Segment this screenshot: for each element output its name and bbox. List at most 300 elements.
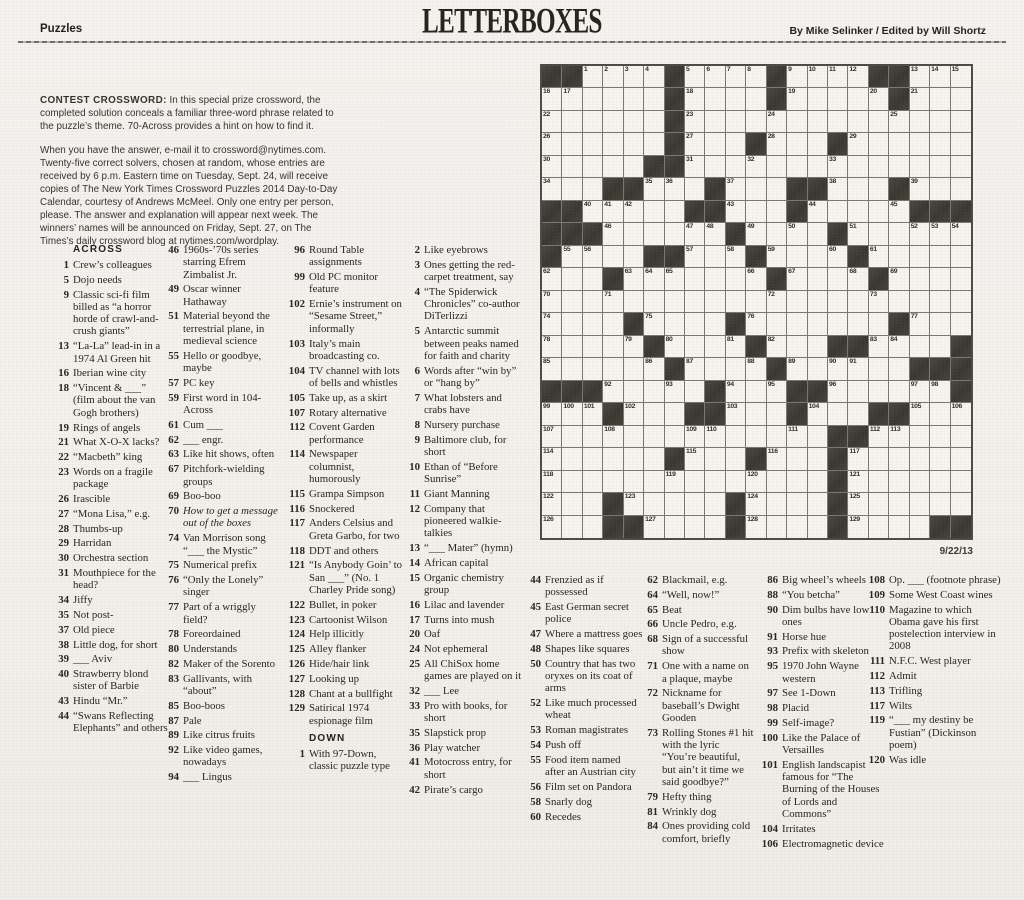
clue-text: ___ Lee: [424, 685, 460, 697]
clue-text: “Vincent & ___” (film about the van Gogh brothers): [73, 382, 156, 419]
clue-number: 94: [168, 771, 179, 784]
clue-number: 106: [761, 837, 778, 850]
clue-text: ___ Lingus: [183, 771, 232, 784]
black-square: [808, 178, 828, 200]
black-square: [746, 246, 766, 268]
clue-text: Hide/hair link: [309, 657, 370, 670]
grid-cell: [848, 223, 868, 245]
grid-cell: [808, 66, 828, 88]
grid-cell: [787, 246, 807, 268]
across-clue-62: [166, 434, 280, 446]
down-clue-10: [406, 461, 522, 486]
grid-cell: [542, 313, 562, 335]
grid-cell: [828, 111, 848, 133]
grid-cell: [930, 381, 950, 403]
grid-cell: [583, 133, 603, 155]
down-clue-66: [643, 618, 756, 630]
puzzle-date: 9/22/13: [939, 546, 973, 557]
grid-cell-number: 12: [849, 66, 857, 73]
black-square: [644, 336, 664, 358]
grid-cell-number: 50: [788, 223, 796, 231]
grid-cell: [726, 291, 746, 313]
grid-cell: [542, 403, 562, 425]
clue-text: Like eyebrows: [424, 244, 488, 256]
clue-text: Hefty thing: [662, 790, 712, 803]
grid-cell: [889, 133, 909, 155]
grid-cell-number: 46: [604, 223, 612, 231]
grid-cell: [705, 246, 725, 268]
across-clue-43: [56, 695, 168, 707]
grid-cell: [910, 178, 930, 200]
black-square: [624, 178, 644, 200]
clue-number: 49: [168, 283, 179, 296]
grid-cell: [583, 156, 603, 178]
clue-text: Op. ___ (footnote phrase): [889, 574, 1001, 586]
grid-cell: [644, 88, 664, 110]
grid-cell: [828, 246, 848, 268]
clue-text: Orchestra section: [73, 552, 149, 565]
clue-text: Recedes: [545, 810, 581, 823]
black-square: [603, 403, 623, 425]
grid-cell: [848, 358, 868, 380]
clue-number: 9: [414, 433, 420, 446]
clue-number: 88: [767, 588, 778, 601]
grid-cell: [562, 358, 582, 380]
grid-cell: [624, 448, 644, 470]
grid-cell: [685, 381, 705, 403]
black-square: [583, 223, 603, 245]
clue-number: 4: [414, 285, 420, 298]
across-clue-18: [56, 382, 168, 419]
across-clue-46: [166, 244, 280, 281]
across-clue-104: [286, 365, 404, 390]
clue-number: 125: [288, 643, 305, 656]
grid-cell-number: 2: [604, 66, 608, 73]
clue-text: “La-La” lead-in in a 1974 Al Green hit: [73, 340, 161, 365]
grid-cell-number: 18: [686, 88, 693, 96]
grid-cell: [910, 381, 930, 403]
grid-cell: [869, 358, 889, 380]
black-square: [562, 201, 582, 223]
across-clue-117: [286, 517, 404, 542]
grid-cell: [603, 133, 623, 155]
grid-cell-number: 22: [543, 110, 550, 118]
clue-number: 6: [414, 364, 420, 377]
down-clue-58: [527, 796, 643, 808]
grid-cell-number: 95: [767, 380, 775, 388]
grid-cell-number: 97: [910, 380, 918, 388]
grid-cell: [910, 88, 930, 110]
clue-number: 19: [58, 421, 69, 434]
black-square: [726, 313, 746, 335]
grid-cell: [665, 403, 685, 425]
grid-cell: [869, 201, 889, 223]
grid-cell: [869, 426, 889, 448]
grid-cell: [665, 313, 685, 335]
grid-cell-number: 80: [665, 335, 673, 343]
grid-cell: [848, 156, 868, 178]
grid-cell: [603, 66, 623, 88]
grid-cell-number: 57: [686, 245, 693, 253]
black-square: [665, 358, 685, 380]
clue-text: Cum ___: [183, 418, 223, 431]
black-square: [910, 358, 930, 380]
grid-cell: [705, 88, 725, 110]
clue-number: 54: [530, 739, 541, 752]
black-square: [665, 156, 685, 178]
clue-text: Pro with books, for short: [424, 699, 508, 725]
clue-text: Mouthpiece for the head?: [73, 567, 156, 592]
clue-text: Antarctic summit between peaks named for faith and charity: [424, 325, 519, 362]
clue-text: Boo-boo: [183, 490, 221, 503]
clue-text: Like video games, nowadays: [183, 744, 263, 769]
black-square: [767, 268, 787, 290]
clue-number: 93: [767, 645, 778, 658]
down-clue-33: [406, 700, 522, 725]
clue-text: “___ my destiny be Fustian” (Dickinson poem): [889, 714, 977, 752]
down-clue-3: [406, 259, 522, 284]
grid-cell: [665, 381, 685, 403]
clue-number: 63: [168, 448, 179, 461]
grid-cell: [869, 178, 889, 200]
grid-cell-number: 72: [767, 290, 775, 298]
clue-number: 62: [168, 433, 179, 446]
grid-cell: [624, 201, 644, 223]
clue-number: 114: [289, 448, 305, 461]
clue-text: ___ Aviv: [73, 653, 113, 666]
clue-number: 52: [530, 697, 541, 710]
black-square: [848, 426, 868, 448]
across-clue-115: [286, 488, 404, 500]
clue-text: Like hit shows, often: [183, 448, 275, 461]
clue-number: 89: [168, 729, 179, 742]
grid-cell: [930, 178, 950, 200]
grid-cell: [665, 516, 685, 538]
grid-cell-number: 113: [890, 425, 901, 433]
grid-cell: [624, 88, 644, 110]
clue-text: Frenzied as if possessed: [545, 574, 604, 599]
grid-cell: [726, 358, 746, 380]
grid-cell: [583, 471, 603, 493]
black-square: [562, 66, 582, 88]
grid-cell: [705, 223, 725, 245]
down-clue-24: [406, 643, 522, 655]
down-clue-56: [527, 781, 643, 793]
clue-number: 91: [767, 630, 778, 643]
grid-cell: [808, 403, 828, 425]
clue-text: Help illicitly: [309, 628, 364, 641]
grid-cell-number: 10: [808, 66, 816, 73]
clue-number: 95: [767, 660, 778, 673]
grid-cell: [951, 246, 971, 268]
down-clue-16: [406, 599, 522, 611]
clue-text: Uncle Pedro, e.g.: [662, 618, 737, 631]
grid-cell-number: 78: [543, 335, 550, 343]
clue-number: 79: [647, 790, 658, 803]
grid-cell: [848, 111, 868, 133]
grid-cell: [583, 516, 603, 538]
grid-cell: [624, 291, 644, 313]
across-clue-124: [286, 628, 404, 640]
clue-number: 44: [530, 574, 541, 586]
clue-number: 16: [58, 367, 69, 380]
grid-cell: [869, 133, 889, 155]
grid-cell: [705, 336, 725, 358]
grid-cell-number: 90: [829, 358, 836, 366]
grid-cell: [746, 223, 766, 245]
grid-cell: [767, 246, 787, 268]
grid-cell: [767, 133, 787, 155]
grid-cell-number: 4: [645, 66, 649, 73]
grid-cell: [665, 291, 685, 313]
grid-cell: [808, 223, 828, 245]
grid-cell-number: 104: [808, 403, 820, 411]
clue-number: 69: [168, 490, 179, 503]
grid-cell-number: 49: [747, 223, 755, 231]
down-clue-35: [406, 727, 522, 739]
clue-number: 15: [409, 571, 420, 584]
grid-cell: [542, 336, 562, 358]
clue-number: 24: [409, 643, 420, 656]
grid-cell: [746, 426, 766, 448]
grid-cell: [951, 268, 971, 290]
grid-cell: [828, 291, 848, 313]
grid-cell: [889, 223, 909, 245]
grid-cell: [746, 88, 766, 110]
grid-cell-number: 93: [665, 380, 673, 388]
grid-cell: [848, 313, 868, 335]
grid-cell: [889, 201, 909, 223]
clue-text: African capital: [424, 556, 489, 569]
grid-cell-number: 61: [869, 245, 877, 253]
clue-text: 1960s-’70s series starring Efrem Zimbalist Jr.: [183, 244, 259, 281]
across-clue-21: [56, 436, 168, 448]
clue-text: Lilac and lavender: [424, 598, 505, 611]
grid-cell: [746, 516, 766, 538]
grid-cell: [787, 111, 807, 133]
across-clue-112: [286, 421, 404, 446]
grid-cell: [705, 493, 725, 515]
clue-text: Like citrus fruits: [183, 729, 255, 742]
clue-number: 105: [288, 391, 305, 404]
grid-cell: [808, 426, 828, 448]
black-square: [930, 358, 950, 380]
grid-cell-number: 63: [624, 268, 632, 276]
grid-cell: [828, 156, 848, 178]
down-clue-48: [527, 643, 643, 655]
grid-cell: [808, 201, 828, 223]
grid-cell-number: 109: [686, 425, 697, 433]
across-clue-87: [166, 715, 280, 727]
grid-cell: [583, 246, 603, 268]
grid-cell: [624, 268, 644, 290]
grid-cell: [705, 111, 725, 133]
grid-cell: [644, 313, 664, 335]
grid-cell: [685, 133, 705, 155]
down-clue-50: [527, 658, 643, 695]
grid-cell: [889, 291, 909, 313]
black-square: [808, 381, 828, 403]
grid-cell: [848, 268, 868, 290]
down-clue-6: [406, 365, 522, 390]
grid-cell: [951, 88, 971, 110]
clue-number: 57: [168, 376, 179, 389]
grid-cell-number: 88: [747, 358, 755, 366]
grid-cell: [624, 336, 644, 358]
grid-cell-number: 11: [829, 66, 836, 73]
grid-cell: [542, 516, 562, 538]
grid-cell-number: 41: [604, 200, 612, 208]
grid-cell: [603, 471, 623, 493]
across-clue-128: [286, 688, 404, 700]
clue-number: 23: [58, 465, 69, 478]
down-clue-2: [406, 244, 522, 256]
grid-cell: [705, 358, 725, 380]
clue-text: Iberian wine city: [73, 367, 147, 380]
grid-cell-number: 60: [829, 245, 836, 253]
clue-number: 96: [294, 244, 305, 256]
clue-number: 120: [868, 753, 885, 766]
black-square: [848, 336, 868, 358]
grid-cell: [767, 223, 787, 245]
clue-number: 87: [168, 714, 179, 727]
grid-cell: [624, 111, 644, 133]
clue-number: 30: [58, 552, 69, 565]
grid-cell-number: 65: [665, 268, 673, 276]
grid-cell-number: 15: [951, 66, 959, 73]
grid-cell-number: 123: [624, 493, 636, 501]
grid-cell-number: 82: [767, 335, 775, 343]
grid-cell: [644, 201, 664, 223]
clue-text: Ones getting the red-carpet treatment, say: [424, 258, 515, 284]
grid-cell: [930, 471, 950, 493]
grid-cell: [869, 313, 889, 335]
clue-text: Strawberry blond sister of Barbie: [73, 668, 149, 693]
grid-cell: [848, 381, 868, 403]
down-clue-120: [861, 754, 1005, 766]
clue-text: Classic sci-fi film billed as “a horror horde of crawl-and-crush giants”: [73, 288, 159, 338]
grid-cell: [583, 111, 603, 133]
clue-number: 110: [869, 603, 885, 616]
grid-cell-number: 30: [543, 155, 550, 163]
grid-cell: [930, 426, 950, 448]
clue-number: 99: [294, 271, 305, 284]
across-clue-44: [56, 710, 168, 735]
grid-cell-number: 42: [624, 200, 632, 208]
grid-cell: [726, 471, 746, 493]
across-clue-114: [286, 448, 404, 485]
clue-number: 123: [288, 613, 305, 626]
down-clue-45: [527, 601, 643, 626]
grid-cell: [562, 493, 582, 515]
grid-cell: [767, 178, 787, 200]
grid-cell: [869, 381, 889, 403]
grid-cell: [726, 403, 746, 425]
clue-text: Van Morrison song “___ the Mystic”: [183, 532, 266, 557]
down-clue-106: [757, 838, 885, 850]
clue-text: Roman magistrates: [545, 724, 629, 737]
black-square: [726, 223, 746, 245]
clue-text: Cartoonist Wilson: [309, 613, 388, 626]
clue-number: 12: [409, 502, 420, 515]
grid-cell: [644, 66, 664, 88]
clue-text: Electromagnetic device: [782, 837, 884, 850]
down-clue-7: [406, 392, 522, 417]
clue-number: 127: [288, 672, 305, 685]
black-square: [665, 133, 685, 155]
grid-cell-number: 77: [910, 313, 918, 321]
grid-cell-number: 34: [543, 178, 550, 186]
across-clue-61: [166, 419, 280, 431]
down-clue-5: [406, 325, 522, 362]
grid-cell-number: 111: [788, 425, 798, 433]
grid-cell-number: 76: [747, 313, 755, 321]
black-square: [624, 313, 644, 335]
grid-cell: [583, 66, 603, 88]
black-square: [828, 471, 848, 493]
clue-text: Hello or goodbye, maybe: [183, 349, 262, 375]
grid-cell: [685, 426, 705, 448]
grid-cell: [746, 178, 766, 200]
clue-number: 99: [767, 716, 778, 729]
clue-number: 115: [289, 487, 305, 500]
grid-cell: [808, 111, 828, 133]
grid-cell: [808, 471, 828, 493]
grid-cell-number: 21: [910, 88, 918, 96]
clue-text: DDT and others: [309, 544, 379, 557]
grid-cell: [685, 223, 705, 245]
clue-text: Understands: [183, 643, 237, 656]
clue-text: Italy’s main broadcasting co.: [309, 337, 380, 362]
grid-cell: [603, 156, 623, 178]
grid-cell: [726, 381, 746, 403]
grid-cell-number: 87: [686, 358, 693, 366]
grid-cell: [624, 403, 644, 425]
clue-number: 111: [869, 655, 885, 668]
grid-cell-number: 32: [747, 155, 755, 163]
across-clue-127: [286, 673, 404, 685]
black-square: [767, 358, 787, 380]
grid-cell-number: 89: [788, 358, 796, 366]
clue-number: 22: [58, 451, 69, 464]
grid-cell: [767, 471, 787, 493]
grid-cell: [848, 201, 868, 223]
clue-text: ___ engr.: [183, 433, 224, 446]
black-square: [726, 516, 746, 538]
grid-cell-number: 26: [543, 133, 550, 141]
across-clue-107: [286, 407, 404, 419]
black-square: [603, 268, 623, 290]
grid-cell: [930, 403, 950, 425]
grid-cell: [685, 246, 705, 268]
clue-number: 103: [288, 337, 305, 350]
grid-cell-number: 114: [543, 448, 554, 456]
black-square: [828, 223, 848, 245]
grid-cell-number: 85: [543, 358, 550, 366]
across-clue-94: [166, 771, 280, 783]
clue-text: Giant Manning: [424, 487, 490, 500]
black-square: [665, 111, 685, 133]
clue-text: Blackmail, e.g.: [662, 574, 728, 586]
grid-cell-number: 102: [624, 403, 636, 411]
grid-cell-number: 118: [543, 470, 554, 478]
grid-cell: [746, 358, 766, 380]
grid-cell: [562, 336, 582, 358]
down-clue-25: [406, 658, 522, 683]
grid-cell-number: 38: [829, 178, 836, 186]
grid-cell-number: 56: [583, 245, 591, 253]
grid-cell: [542, 268, 562, 290]
